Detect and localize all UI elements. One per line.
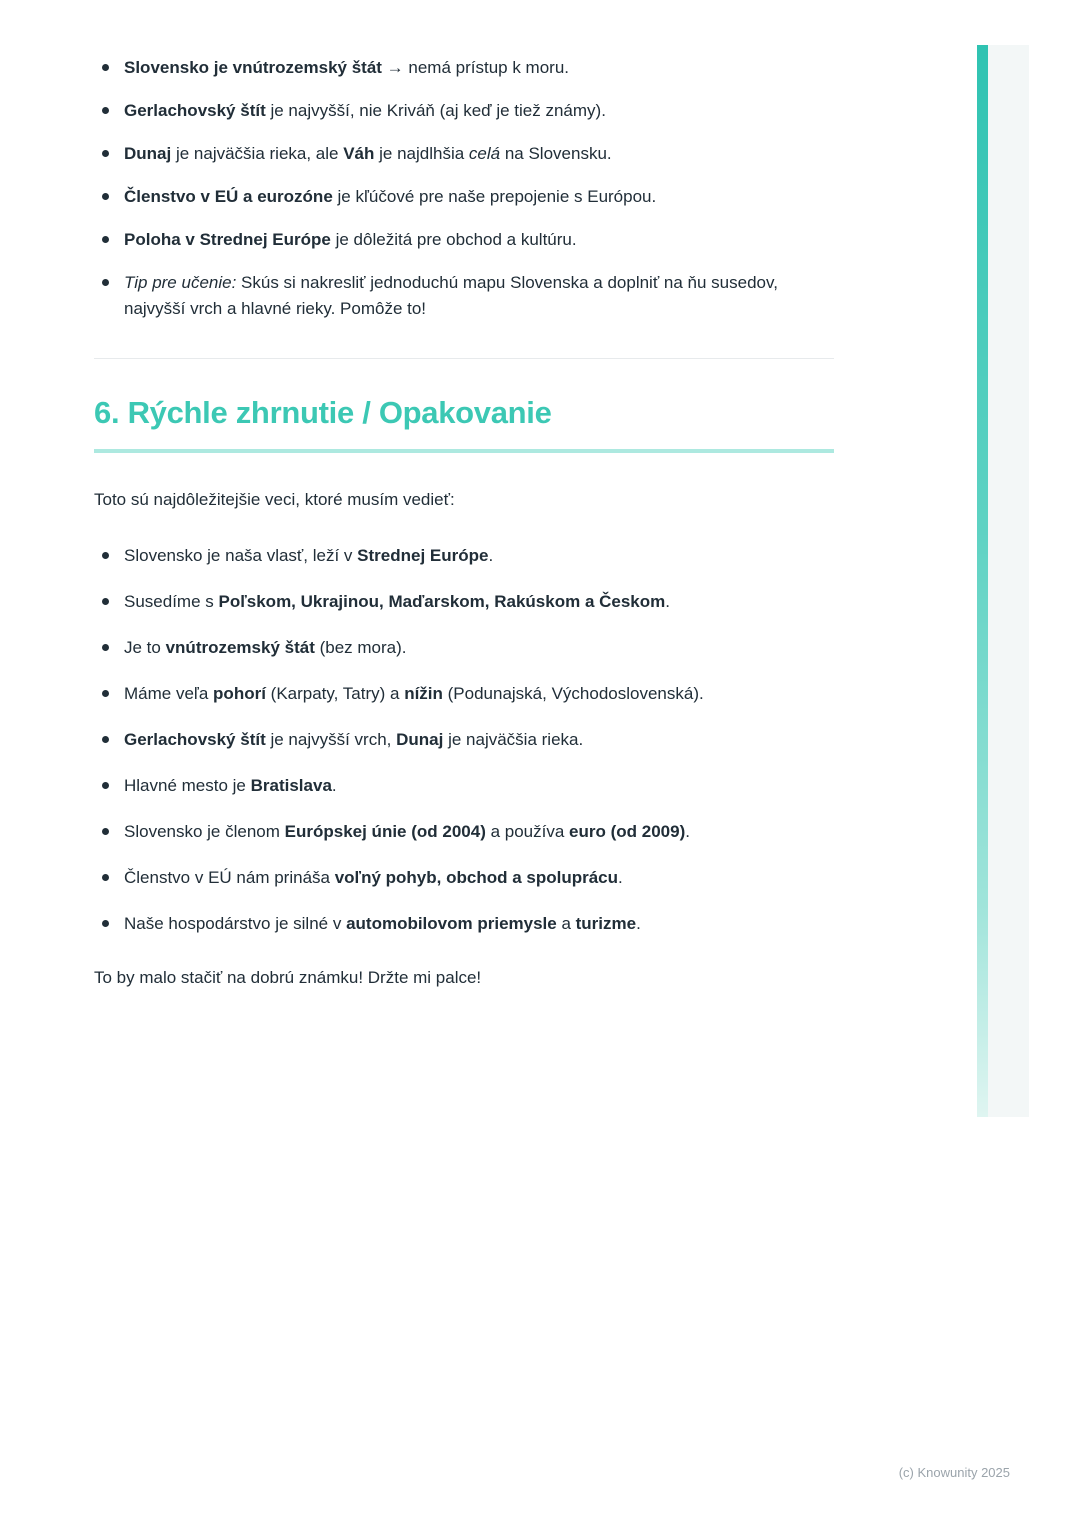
text-segment: Naše hospodárstvo je silné v <box>124 914 347 933</box>
list-item <box>124 141 834 167</box>
text-segment: Skús si nakresliť jednoduchú mapu Slovenska a doplniť na ňu susedov, najvyšší vrch a hlavné rieky. Pomôže to! <box>124 273 778 318</box>
list-item <box>124 98 834 124</box>
text-segment: je najvyšší vrch, <box>265 730 397 749</box>
text-segment: (Podunajská, Východoslovenská). <box>442 684 704 703</box>
text-segment: . <box>665 592 670 611</box>
text-segment: Dunaj <box>124 144 172 163</box>
text-segment: . <box>331 776 337 795</box>
text-segment: Gerlachovský štít <box>124 730 266 749</box>
section-divider <box>94 358 834 359</box>
text-segment: je najvyšší, nie Kriváň (aj keď je tiež známy). <box>265 101 606 120</box>
text-segment: Gerlachovský štít <box>124 101 266 120</box>
text-segment: vnútrozemský štát <box>165 638 315 657</box>
text-segment: . <box>685 822 690 841</box>
text-segment: Susedíme s <box>124 592 219 611</box>
text-segment: Členstvo v EÚ nám prináša <box>124 868 335 887</box>
list-item <box>124 543 834 569</box>
list-item <box>124 184 834 210</box>
text-segment: turizme <box>575 914 637 933</box>
copyright-footer: (c) Knowunity 2025 <box>898 1465 1010 1480</box>
text-segment: nížin <box>404 684 443 703</box>
list-item <box>124 589 834 615</box>
text-segment: . <box>488 546 494 565</box>
list-item <box>124 865 834 891</box>
text-segment: Je to <box>124 638 166 657</box>
list-item <box>124 773 834 799</box>
text-segment: Máme veľa <box>124 684 214 703</box>
text-segment: na Slovensku. <box>500 144 612 163</box>
list-item <box>124 635 834 661</box>
section-heading: 6. Rýchle zhrnutie / Opakovanie <box>94 395 552 430</box>
text-segment: Poľskom, Ukrajinou, Maďarskom, Rakúskom a Českom <box>218 592 666 611</box>
list-item <box>124 727 834 753</box>
text-segment: Strednej Európe <box>357 546 489 565</box>
list-item <box>124 819 834 845</box>
text-segment: . <box>618 868 623 887</box>
text-segment: a používa <box>485 822 570 841</box>
list-item <box>124 55 834 81</box>
list-item <box>124 911 834 937</box>
text-segment: je najväčšia rieka, ale <box>171 144 344 163</box>
page-edge-panel <box>988 45 1029 1117</box>
text-segment: Dunaj <box>396 730 444 749</box>
document-content <box>94 55 834 991</box>
summary-list <box>94 543 834 937</box>
text-segment: je kľúčové pre naše prepojenie s Európou. <box>332 187 657 206</box>
text-segment: pohorí <box>213 684 266 703</box>
text-segment: (bez mora). <box>314 638 407 657</box>
text-segment: je dôležitá pre obchod a kultúru. <box>330 230 577 249</box>
text-segment: automobilovom priemysle <box>346 914 557 933</box>
key-points-list <box>94 55 834 322</box>
text-segment: Váh <box>343 144 375 163</box>
text-segment: Slovensko je naša vlasť, leží v <box>124 546 358 565</box>
text-segment: (Karpaty, Tatry) a <box>265 684 405 703</box>
text-segment: je najväčšia rieka. <box>443 730 584 749</box>
text-segment: → nemá prístup k moru. <box>381 58 570 77</box>
text-segment: . <box>636 914 641 933</box>
text-segment: celá <box>468 144 501 163</box>
text-segment: euro (od 2009) <box>569 822 686 841</box>
text-segment: Európskej únie (od 2004) <box>284 822 486 841</box>
text-segment: Slovensko je vnútrozemský štát <box>124 58 382 77</box>
closing-paragraph: To by malo stačiť na dobrú známku! Držte mi palce! <box>94 968 482 987</box>
text-segment: Tip pre učenie: <box>124 273 237 292</box>
text-segment: Poloha v Strednej Európe <box>124 230 331 249</box>
list-item <box>124 681 834 707</box>
page-edge-decoration <box>977 45 1080 1117</box>
text-segment: je najdlhšia <box>374 144 469 163</box>
text-segment: voľný pohyb, obchod a spoluprácu <box>334 868 618 887</box>
text-segment: Slovensko je členom <box>124 822 285 841</box>
section-heading-wrap <box>94 393 834 453</box>
list-item <box>124 270 834 322</box>
text-segment: Členstvo v EÚ a eurozóne <box>124 187 333 206</box>
intro-paragraph: Toto sú najdôležitejšie veci, ktoré musím vedieť: <box>94 490 455 509</box>
text-segment: Bratislava <box>250 776 332 795</box>
list-item <box>124 227 834 253</box>
text-segment: a <box>556 914 576 933</box>
teal-accent-bar <box>977 45 988 1117</box>
text-segment: Hlavné mesto je <box>124 776 251 795</box>
